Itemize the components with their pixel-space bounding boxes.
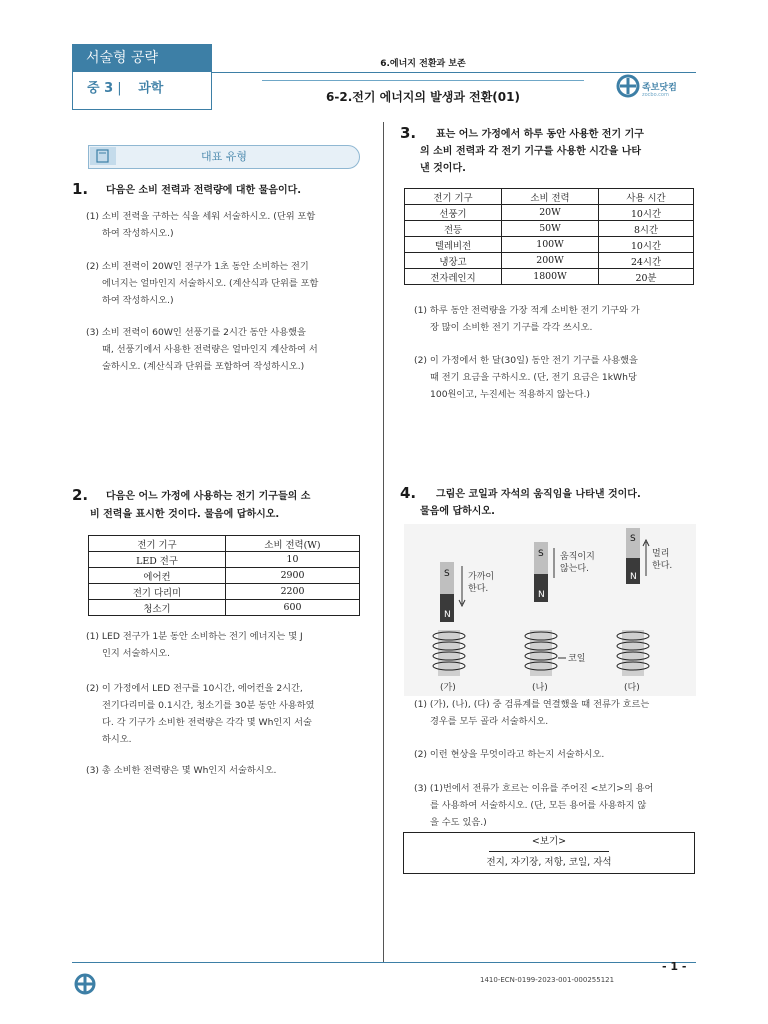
q2-sub3 [86, 762, 376, 779]
line: (3) (1)번에서 전류가 흐르는 이유를 주어진 <보기>의 용어 [414, 783, 654, 794]
cell: 10 [226, 552, 360, 568]
magnet-c-n: N [630, 572, 637, 582]
q3-text-3: 낸 것이다. [420, 163, 466, 174]
subject-label: 과학 [138, 81, 164, 96]
magnet-b-s: S [538, 549, 544, 559]
cell: 200W [502, 253, 599, 269]
q3-sub1 [414, 302, 696, 336]
line: (1) LED 전구가 1분 동안 소비하는 전기 에너지는 몇 J [86, 631, 303, 642]
q3-table [404, 188, 694, 285]
q3-text: 표는 어느 가정에서 하루 동안 사용한 전기 기구 [436, 129, 644, 140]
q1-text: 다음은 소비 전력과 전력량에 대한 물음이다. [106, 185, 302, 196]
line: 때, 선풍기에서 사용한 전력량은 얼마인지 계산하여 서 [102, 344, 318, 355]
footer-logo-icon [72, 972, 98, 996]
grade-subject [72, 72, 212, 110]
cell: 선풍기 [405, 205, 502, 221]
magnet-a-n: N [444, 610, 451, 620]
document-code: 1410-ECN-0199-2023-001-000255121 [480, 976, 615, 984]
label-a-2: 한다. [468, 584, 489, 594]
q2-text-2: 비 전력을 표시한 것이다. 물음에 답하시오. [90, 509, 280, 520]
table-row [405, 205, 694, 221]
cell: 1800W [502, 269, 599, 285]
grade-label: 중 3 [87, 81, 114, 96]
cell: LED 전구 [89, 552, 226, 568]
line: 술하시오. (계산식과 단위를 포함하여 작성하시오.) [102, 361, 305, 372]
q2-text [106, 488, 310, 505]
table-header: 사용 시간 [599, 189, 694, 205]
bogi-title: <보기> [489, 833, 609, 852]
header-rule [212, 72, 696, 73]
q2-table [88, 535, 360, 616]
magnet-b-n: N [538, 590, 545, 600]
caption-a: (가) [440, 683, 456, 693]
table-header: 전기 기구 [405, 189, 502, 205]
cell: 100W [502, 237, 599, 253]
q2-number: 2. [72, 486, 89, 504]
cell: 전기 다리미 [89, 584, 226, 600]
line: 을 수도 있음.) [430, 817, 487, 828]
q4-sub1 [414, 696, 696, 730]
footer-rule [72, 962, 696, 963]
cell: 10시간 [599, 237, 694, 253]
logo-icon [616, 74, 640, 98]
column-divider [383, 122, 384, 962]
cell: 청소기 [89, 600, 226, 616]
cell: 20W [502, 205, 599, 221]
table-row [89, 568, 360, 584]
unit-title: 6-2.전기 에너지의 발생과 전환(01) [326, 90, 520, 104]
cell: 50W [502, 221, 599, 237]
coil-magnet-figure [404, 524, 696, 696]
cell: 20분 [599, 269, 694, 285]
table-row [405, 221, 694, 237]
q2-sub1 [86, 628, 376, 662]
q4-sub3 [414, 780, 696, 831]
line: 다. 각 기구가 소비한 전력량은 각각 몇 Wh인지 서술 [102, 717, 312, 728]
line: 를 사용하여 서술하시오. (단, 모든 용어를 사용하지 않 [430, 800, 647, 811]
line: (3) 소비 전력이 60W인 선풍기를 2시간 동안 사용했을 [86, 327, 306, 338]
cell: 2900 [226, 568, 360, 584]
line: (2) 소비 전력이 20W인 전구가 1초 동안 소비하는 전기 [86, 261, 309, 272]
table-row [405, 253, 694, 269]
line: 100원이고, 누진세는 적용하지 않는다.) [430, 389, 590, 400]
caption-b: (나) [532, 683, 548, 693]
line: 다음은 어느 가정에 사용하는 전기 기구들의 소 [106, 491, 311, 502]
q1-sub3 [86, 324, 376, 375]
cell: 전등 [405, 221, 502, 237]
q1-number: 1. [72, 180, 89, 198]
cell: 냉장고 [405, 253, 502, 269]
chapter-title: 6.에너지 전환과 보존 [380, 59, 466, 69]
cell: 2200 [226, 584, 360, 600]
chapter-rule [262, 80, 584, 81]
q2-sub2 [86, 680, 376, 748]
line: (1) 하루 동안 전력량을 가장 적게 소비한 전기 기구와 가 [414, 305, 640, 316]
table-row [89, 600, 360, 616]
q4-sub2 [414, 746, 696, 763]
line: 하여 작성하시오.) [102, 295, 174, 306]
label-c-2: 한다. [652, 561, 673, 571]
cell: 텔레비전 [405, 237, 502, 253]
coil-label: 코일 [568, 654, 586, 664]
logo-text: 족보닷컴 [642, 83, 677, 93]
line: 에너지는 얼마인지 서술하시오. (계산식과 단위를 포함 [102, 278, 319, 289]
q1-sub2 [86, 258, 376, 309]
line: (3) 총 소비한 전력량은 몇 Wh인지 서술하시오. [86, 765, 277, 776]
separator: | [117, 81, 135, 96]
cell: 24시간 [599, 253, 694, 269]
q3-number: 3. [400, 124, 417, 142]
q3-text-2: 의 소비 전력과 각 전기 기구를 사용한 시간을 나타 [420, 146, 642, 157]
representative-type-banner: 대표 유형 [88, 145, 360, 169]
table-header: 소비 전력 [502, 189, 599, 205]
q4-text: 그림은 코일과 자석의 움직임을 나타낸 것이다. [436, 489, 641, 500]
q1-sub1 [86, 208, 376, 242]
line: 경우를 모두 골라 서술하시오. [430, 716, 549, 727]
label-b-2: 않는다. [560, 564, 589, 574]
line: 때 전기 요금을 구하시오. (단, 전기 요금은 1kWh당 [430, 372, 637, 383]
line: (2) 이런 현상을 무엇이라고 하는지 서술하시오. [414, 749, 605, 760]
header-tag: 서술형 공략 [72, 44, 212, 72]
table-header: 전기 기구 [89, 536, 226, 552]
bogi-box [403, 832, 695, 874]
cell: 10시간 [599, 205, 694, 221]
page-number: - 1 - [662, 960, 687, 973]
line: 하여 작성하시오.) [102, 228, 174, 239]
label-a-1: 가까이 [468, 572, 495, 582]
line: 인지 서술하시오. [102, 648, 170, 659]
q4-number: 4. [400, 484, 417, 502]
logo-subtext: zocbo.com [642, 92, 669, 98]
label-b-1: 움직이지 [560, 552, 595, 562]
line: (1) (가), (나), (다) 중 검류계를 연결했을 때 전류가 흐르는 [414, 699, 650, 710]
table-row [89, 552, 360, 568]
line: (2) 이 가정에서 한 달(30일) 동안 전기 기구를 사용했을 [414, 355, 638, 366]
caption-c: (다) [624, 683, 640, 693]
cell: 에어컨 [89, 568, 226, 584]
cell: 600 [226, 600, 360, 616]
label-c-1: 멀리 [652, 549, 670, 559]
line: (1) 소비 전력을 구하는 식을 세워 서술하시오. (단위 포함 [86, 211, 316, 222]
q4-text-2: 물음에 답하시오. [420, 506, 495, 517]
bogi-content: 전지, 자기장, 저항, 코일, 자석 [486, 857, 612, 868]
table-header: 소비 전력(W) [226, 536, 360, 552]
table-row [405, 269, 694, 285]
line: 하시오. [102, 734, 132, 745]
line: 전기다리미를 0.1시간, 청소기를 30분 동안 사용하였 [102, 700, 315, 711]
line: 장 많이 소비한 전기 기구를 각각 쓰시오. [430, 322, 593, 333]
magnet-c-s: S [630, 534, 636, 544]
table-row [89, 584, 360, 600]
table-row [405, 237, 694, 253]
magnet-a-s: S [444, 569, 450, 579]
cell: 전자레인지 [405, 269, 502, 285]
q3-sub2 [414, 352, 696, 403]
cell: 8시간 [599, 221, 694, 237]
line: (2) 이 가정에서 LED 전구를 10시간, 에어컨을 2시간, [86, 683, 303, 694]
book-icon [90, 147, 116, 165]
